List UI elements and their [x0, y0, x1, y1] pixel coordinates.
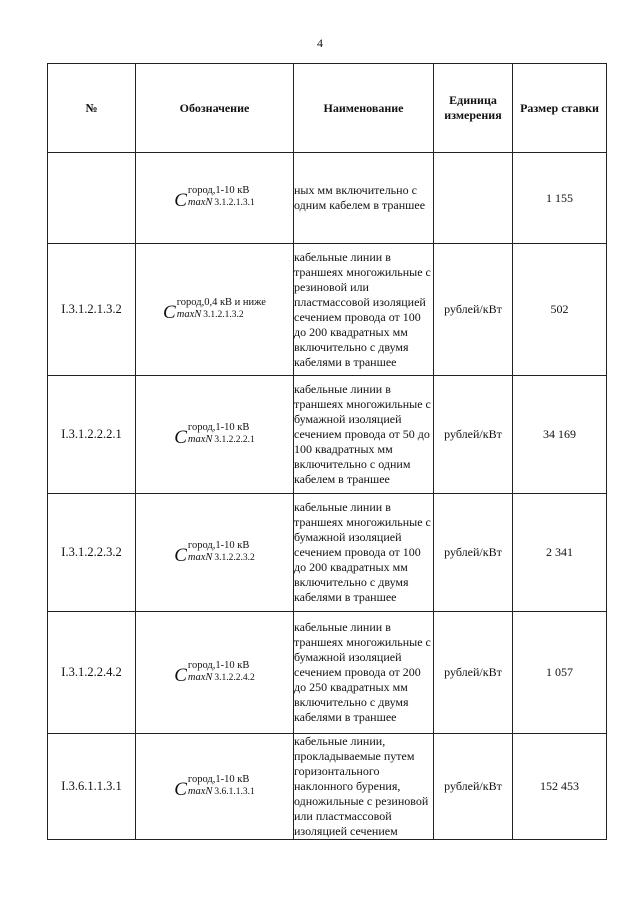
row-name: кабельные линии в траншеях многожильные с резиновой или пластмассовой изоляцией сечением провода от 100 до 200 квадратных мм включительно с двумя кабелями в траншее	[294, 244, 434, 376]
row-unit: рублей/кВт	[434, 734, 513, 840]
row-name: кабельные линии в траншеях многожильные с бумажной изоляцией сечением провода от 100 до 200 квадратных мм включительно с двумя кабелями в траншее	[294, 494, 434, 612]
row-number: I.3.1.2.1.3.2	[48, 244, 136, 376]
symbol-subscript-index: maxN	[187, 551, 213, 563]
row-number: I.3.1.2.2.4.2	[48, 612, 136, 734]
table-row	[48, 244, 607, 376]
row-rate: 1 155	[513, 153, 607, 244]
row-designation	[136, 376, 294, 494]
symbol-superscript: город,1-10 кВ	[187, 185, 250, 196]
row-name: кабельные линии, прокладываемые путем горизонтального наклонного бурения, одножильные с резиновой или пластмассовой изоляцией сечением	[294, 734, 434, 840]
symbol-c: C	[174, 664, 187, 686]
symbol-superscript: город,0,4 кВ и ниже	[176, 296, 266, 308]
table-row	[48, 734, 607, 840]
symbol-c: C	[174, 544, 187, 566]
row-number	[48, 153, 136, 244]
row-number: I.3.6.1.1.3.1	[48, 734, 136, 840]
designation-symbol	[174, 774, 255, 800]
row-name: ных мм включительно с одним кабелем в траншее	[294, 153, 434, 244]
rates-table	[47, 63, 607, 840]
symbol-subscript	[188, 672, 255, 684]
symbol-subscript	[188, 786, 255, 798]
symbol-code: 3.6.1.1.3.1	[214, 786, 255, 797]
row-designation	[136, 153, 294, 244]
symbol-subscript	[188, 434, 255, 446]
symbol-indices	[177, 297, 266, 321]
header-designation: Обозначение	[136, 64, 294, 153]
symbol-indices	[188, 660, 255, 684]
symbol-subscript-index: maxN	[187, 197, 213, 208]
table-row	[48, 612, 607, 734]
row-name: кабельные линии в траншеях многожильные с бумажной изоляцией сечением провода от 200 до 250 квадратных мм включительно с двумя кабелями в траншее	[294, 612, 434, 734]
header-name: Наименование	[294, 64, 434, 153]
symbol-code: 3.1.2.2.3.2	[214, 552, 255, 563]
designation-symbol	[174, 660, 255, 686]
symbol-indices	[188, 774, 255, 798]
table-header-row	[48, 64, 607, 153]
row-unit: рублей/кВт	[434, 244, 513, 376]
row-unit: рублей/кВт	[434, 612, 513, 734]
symbol-subscript	[177, 309, 266, 321]
symbol-c: C	[174, 778, 187, 800]
header-rate: Размер ставки	[513, 64, 607, 153]
row-rate: 1 057	[513, 612, 607, 734]
symbol-superscript: город,1-10 кВ	[187, 539, 250, 551]
row-rate: 152 453	[513, 734, 607, 840]
symbol-subscript-index: maxN	[187, 433, 213, 445]
symbol-indices	[188, 185, 255, 209]
row-number: I.3.1.2.2.3.2	[48, 494, 136, 612]
symbol-code: 3.1.2.1.3.1	[214, 198, 255, 208]
row-designation	[136, 494, 294, 612]
symbol-superscript: город,1-10 кВ	[187, 659, 250, 671]
symbol-c: C	[163, 301, 176, 323]
symbol-subscript	[188, 197, 255, 209]
row-rate: 502	[513, 244, 607, 376]
header-num: №	[48, 64, 136, 153]
designation-symbol	[163, 297, 266, 323]
row-name: кабельные линии в траншеях многожильные с бумажной изоляцией сечением провода от 50 до 100 квадратных мм включительно с одним кабелем в траншее	[294, 376, 434, 494]
symbol-superscript: город,1-10 кВ	[187, 773, 250, 785]
row-designation	[136, 734, 294, 840]
symbol-subscript-index: maxN	[176, 308, 202, 320]
symbol-superscript: город,1-10 кВ	[187, 421, 250, 433]
symbol-code: 3.1.2.2.4.2	[214, 672, 255, 683]
page-number: 4	[317, 36, 323, 50]
symbol-subscript-index: maxN	[187, 785, 213, 797]
row-number: I.3.1.2.2.2.1	[48, 376, 136, 494]
symbol-indices	[188, 422, 255, 446]
symbol-subscript-index: maxN	[187, 671, 213, 683]
row-unit: рублей/кВт	[434, 494, 513, 612]
symbol-subscript	[188, 552, 255, 564]
row-rate: 34 169	[513, 376, 607, 494]
symbol-code: 3.1.2.2.2.1	[214, 434, 255, 445]
row-designation	[136, 612, 294, 734]
designation-symbol	[174, 422, 255, 448]
designation-symbol	[174, 185, 255, 211]
symbol-c: C	[174, 426, 187, 448]
designation-symbol	[174, 540, 255, 566]
header-unit: Единица измерения	[434, 64, 513, 153]
table-row	[48, 153, 607, 244]
symbol-c: C	[174, 190, 187, 211]
row-rate: 2 341	[513, 494, 607, 612]
row-designation	[136, 244, 294, 376]
row-unit: рублей/кВт	[434, 376, 513, 494]
symbol-indices	[188, 540, 255, 564]
table-row	[48, 494, 607, 612]
table-row	[48, 376, 607, 494]
symbol-code: 3.1.2.1.3.2	[203, 309, 244, 320]
row-unit	[434, 153, 513, 244]
